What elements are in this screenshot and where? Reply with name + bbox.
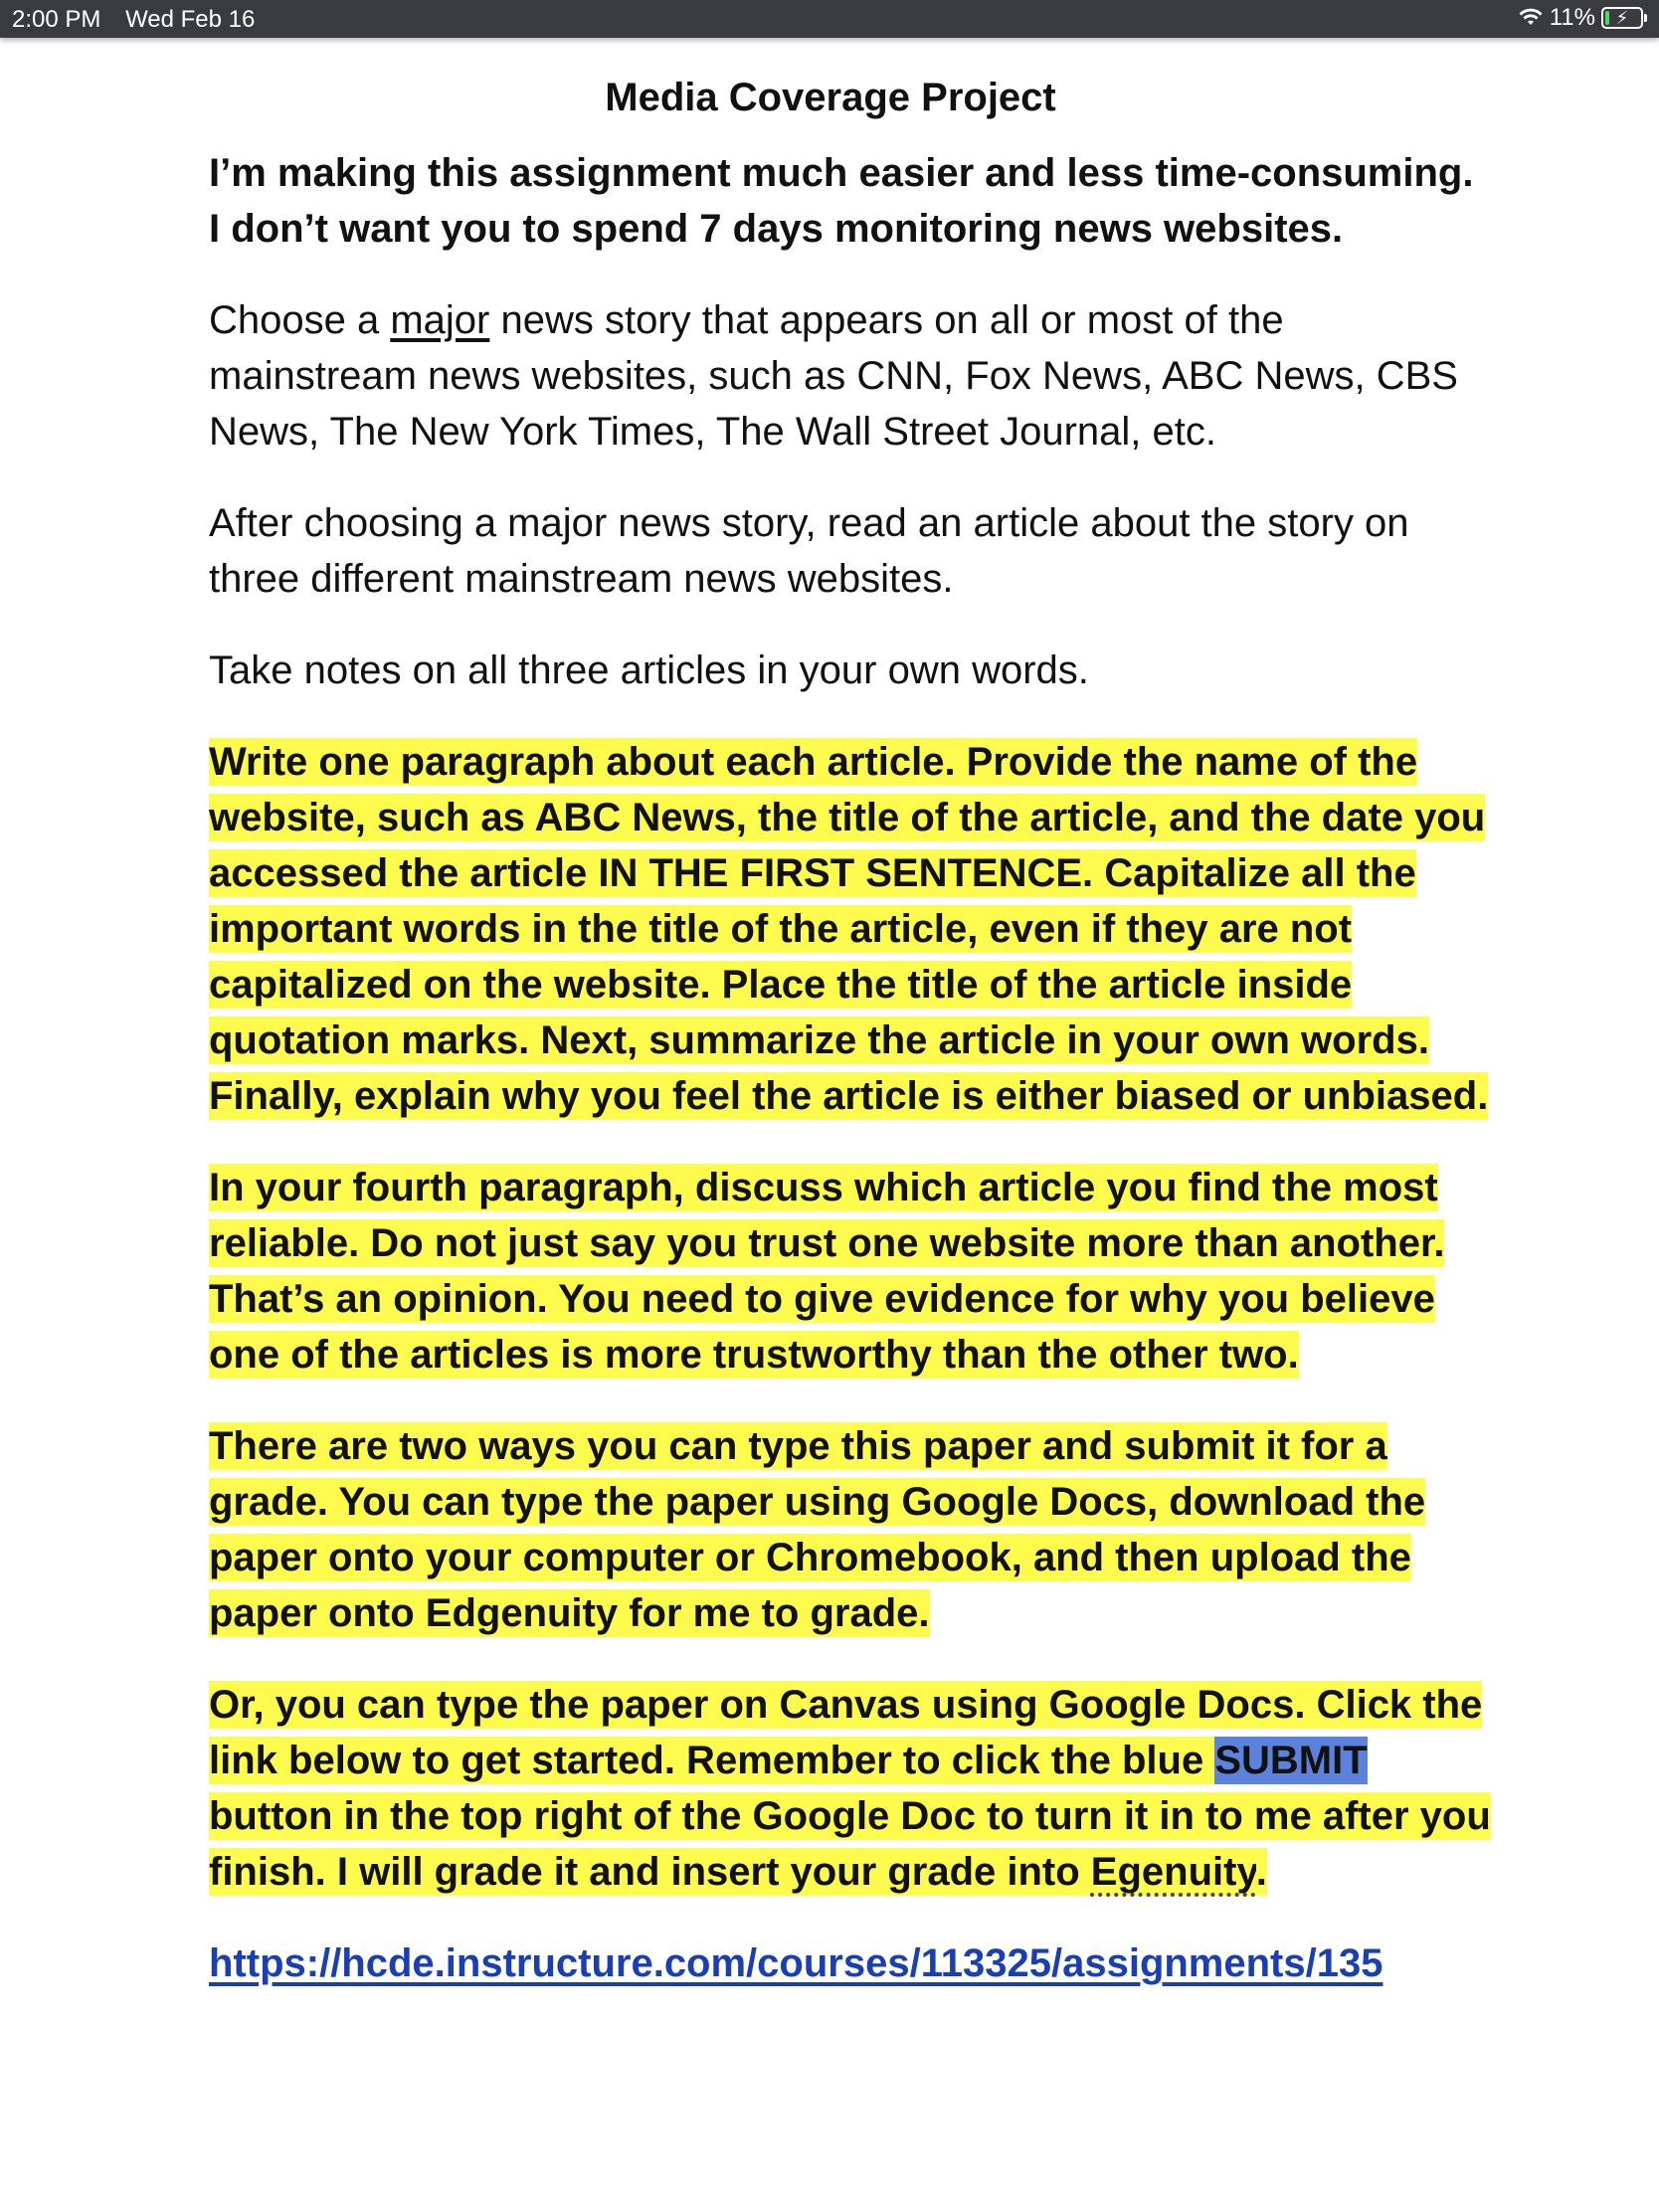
battery-fill bbox=[1605, 11, 1609, 25]
battery-percent: 11% bbox=[1549, 4, 1595, 31]
write-paragraph bbox=[209, 734, 1492, 1124]
selected-text-submit[interactable]: SUBMIT bbox=[1214, 1739, 1368, 1782]
highlighted-text: Or, you can type the paper on Canvas using Google Docs. Click the link below to get started. Remember to click the blue bbox=[209, 1683, 1483, 1782]
battery-body bbox=[1601, 7, 1643, 29]
status-left bbox=[12, 6, 255, 34]
document-body bbox=[209, 70, 1492, 1991]
bolt-icon: ⚡ bbox=[1615, 8, 1629, 28]
intro-paragraph: I’m making this assignment much easier and less time-consuming. I don’t want you to spend 7 days monitoring news websites. bbox=[209, 151, 1474, 251]
battery-icon bbox=[1601, 7, 1647, 29]
highlighted-text: . bbox=[1255, 1850, 1267, 1894]
status-date: Wed Feb 16 bbox=[125, 6, 256, 33]
wifi-icon bbox=[1518, 8, 1544, 28]
choose-emphasis: major bbox=[390, 298, 490, 342]
canvas-paragraph bbox=[209, 1677, 1492, 1900]
after-choosing-paragraph: After choosing a major news story, read an article about the story on three different mainstream news websites. bbox=[209, 501, 1409, 601]
highlighted-text: In your fourth paragraph, discuss which article you find the most reliable. Do not just say you trust one website more than another. That’s an opinion. You need to give evidence for why you believe one of the articles is more trustworthy than the other two. bbox=[209, 1166, 1445, 1377]
choose-paragraph bbox=[209, 292, 1492, 460]
highlighted-text: Write one paragraph about each article. Provide the name of the website, such as ABC News, the title of the article, and the date you accessed the article IN THE FIRST SENTENCE. Capitalize all the important words in the title of the article, even if they are not capitalized on the website. Place the title of the article inside quotation marks. Next, summarize the article in your own words. Finally, explain why you feel the article is either biased or unbiased. bbox=[209, 740, 1489, 1118]
choose-text-after: news story that appears on all or most of the mainstream news websites, such as CNN, Fox News, ABC News, CBS News, The New York Times, The Wall Street Journal, etc. bbox=[209, 298, 1458, 454]
highlighted-text: button in the top right of the Google Doc to turn it in to me after you finish. I will grade it and insert your grade into bbox=[209, 1794, 1491, 1894]
status-bar bbox=[0, 0, 1659, 38]
misspelled-word[interactable]: Egenuity bbox=[1090, 1850, 1256, 1894]
battery-cap bbox=[1644, 14, 1647, 22]
status-right bbox=[1518, 4, 1647, 32]
page-title: Media Coverage Project bbox=[605, 76, 1056, 119]
status-time: 2:00 PM bbox=[12, 6, 101, 33]
choose-text-before: Choose a bbox=[209, 298, 391, 342]
fourth-paragraph bbox=[209, 1160, 1492, 1382]
highlighted-text: There are two ways you can type this paper and submit it for a grade. You can type the paper using Google Docs, download the paper onto your computer or Chromebook, and then upload the paper onto Edgenuity for me to grade. bbox=[209, 1424, 1426, 1635]
two-ways-paragraph bbox=[209, 1418, 1492, 1641]
notes-paragraph: Take notes on all three articles in your own words. bbox=[209, 648, 1089, 692]
assignment-link[interactable]: https://hcde.instructure.com/courses/113325/assignments/135 bbox=[209, 1941, 1383, 1985]
